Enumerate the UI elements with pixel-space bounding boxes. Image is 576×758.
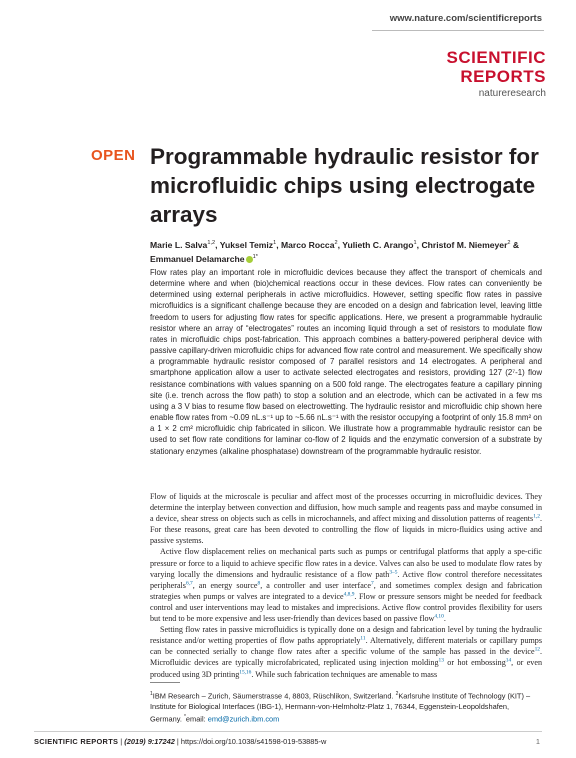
body-text: Active flow displacement relies on mechanical parts such as pumps or centrifugal platforms that apply a spe-cific pressure or force to a liquid to achieve specific flow rates in a device. Valves can also be used to modulate flow rates by varying locally the dimensions and hydraulic resistance of a flow path xyxy=(150,547,542,579)
author-affiliation-marker: 1 xyxy=(273,240,277,246)
author-affiliation-marker: 1 xyxy=(413,240,417,246)
author-separator: , xyxy=(416,239,422,250)
logo-line-scientific: SCIENTIFIC xyxy=(446,48,546,67)
footer-journal: SCIENTIFIC REPORTS xyxy=(34,737,119,746)
journal-logo[interactable] xyxy=(380,48,546,102)
abstract: Flow rates play an important role in microfluidic devices because they affect the transport of chemicals and determine where and when (bio)chemical reactions occur in these devices. Flow rates can conveniently be determined using external peripherals in active microfluidics. However, setting specific flow rates in passive microfluidics is a significant challenge because they are encoded on a design and fabrication level, leaving little freedom to users for adjusting flow rates for specific applications. Here, we present a programmable hydraulic resistor where an array of “electrogates” routes an incoming liquid through a set of resistors to modulate flow rates in microfluidic chips post-fabrication. This approach combines a battery-powered peripheral device with passive capillary-driven microfluidic chips for advanced flow rate control and measurement. We specifically show a programmable hydraulic resistor composed of 7 parallel resistors and 14 electrogates. A peripheral and smartphone application allow a user to activate selected electrogates and resistors, providing 127 (2⁷-1) flow resistance combinations with values spanning on a 500 fold range. The electrogates feature a capillary pinning site (i.e. trench across the flow path) to stop a solution and an electrode, which can be activated in a few ms using a 3 V bias to resume flow based on electrowetting. The hydraulic resistor and microfluidic chip shown here enable flow rates from ~0.09 nL.s⁻¹ up to ~5.66 nL.s⁻¹ with the resistor occupying a footprint of only 15.8 mm² on a 1 × 2 cm² microfluidic chip fabricated in silicon. We illustrate how a programmable hydraulic resistor can be used to set flow rate conditions for laminar co-flow of 2 liquids and the enzymatic conversion of a substrate by stationary enzymes (alkaline phosphatase) downstream of the programmable hydraulic resistor. xyxy=(150,268,542,456)
author-name[interactable]: Christof M. Niemeyer xyxy=(421,239,508,250)
author-list xyxy=(150,237,550,265)
citation-reference-link[interactable]: 1,2 xyxy=(533,513,540,520)
affiliation-2: Karlsruhe Institute of Technology (KIT) – Institute for Biological Interfaces (IBG-1), Hermann-von-Helmholtz-Platz 1, 76344, Eggenstein-Leopoldshafen, Germany. xyxy=(150,691,531,724)
body-text: Setting flow rates in passive microfluidics is typically done on a design and fabrication level by tuning the hydraulic resistance and/or wetting properties of flow paths appropriately xyxy=(150,625,542,646)
author-separator: , xyxy=(276,239,281,250)
author-affiliation-marker: 2 xyxy=(334,240,338,246)
citation-reference-link[interactable]: 6,7 xyxy=(185,580,193,587)
author-name[interactable]: Marie L. Salva xyxy=(150,239,208,250)
affiliations xyxy=(150,689,542,725)
citation-reference-link[interactable]: 15,16 xyxy=(239,668,252,675)
citation-reference-link[interactable]: 11 xyxy=(360,635,366,642)
body-text: , a controller and user interface xyxy=(260,580,371,590)
author-separator: & xyxy=(510,239,520,250)
body-text: . Flow or pressure sensors might be needed for feedback control and user interventions may lead to mistakes and imprecisions. Active flow control provides flexibility for users but tend to be more expensive and less user-friendly than devices based on passive flow xyxy=(150,591,542,624)
affiliation-rule xyxy=(150,682,180,683)
logo-line-publisher: natureresearch xyxy=(478,88,546,99)
author-name[interactable]: Marco Rocca xyxy=(280,239,335,250)
citation-reference-link[interactable]: 13 xyxy=(438,657,444,664)
email-prefix: email: xyxy=(185,714,208,724)
body-paragraph xyxy=(150,491,542,546)
author-affiliation-marker: 1* xyxy=(252,253,258,260)
orcid-icon[interactable] xyxy=(246,256,253,263)
logo-line-reports: REPORTS xyxy=(460,67,546,86)
citation-reference-link[interactable]: 4,8,9 xyxy=(343,591,355,598)
author-separator: , xyxy=(215,239,220,250)
citation-reference-link[interactable]: 8 xyxy=(257,580,261,587)
body-paragraph xyxy=(150,546,542,624)
body-text: . For these reasons, great care has been devoted to controlling the flow of liquids in micro-fluidics using active and passive systems. xyxy=(150,514,542,546)
author-affiliation-marker: 1,2 xyxy=(207,240,216,246)
footer-citation: (2019) 9:17242 xyxy=(124,737,175,746)
body-text: . Alternatively, different materials or capillary pumps can be connected serially to change flow rates after a specific volume of the sample has passed in the device xyxy=(150,636,543,657)
author-name[interactable]: Yulieth C. Arango xyxy=(342,239,414,250)
citation-reference-link[interactable]: 4,10 xyxy=(434,613,444,620)
body-text: Flow of liquids at the microscale is peculiar and affect most of the processes occurring in microfluidic devices. They determine the interplay between convection and diffusion, how much sample and reagents pass and maybe consumed in a device, shear stress on objects such as cells in microchannels, and affect mixing and dissolution patterns of reagents xyxy=(150,492,542,524)
author-separator: , xyxy=(337,239,343,250)
citation-reference-link[interactable]: 7 xyxy=(370,580,374,587)
article-body xyxy=(150,491,542,680)
affiliation-2-marker: 2 xyxy=(395,691,399,697)
body-text: , an energy source xyxy=(192,580,258,590)
body-text: . While such fabrication techniques are amenable to mass xyxy=(251,669,438,679)
article-title: Programmable hydraulic resistor for microfluidic chips using electrogate arrays xyxy=(150,144,539,227)
header-rule xyxy=(372,30,544,31)
footer xyxy=(34,737,542,746)
affiliation-1: IBM Research – Zurich, Säumerstrasse 4, 8803, Rüschlikon, Switzerland. xyxy=(152,691,394,701)
open-access-label: OPEN xyxy=(91,147,136,164)
affiliation-1-marker: 1 xyxy=(150,691,153,697)
body-paragraph xyxy=(150,624,542,679)
author-name[interactable]: Yuksel Temiz xyxy=(219,239,274,250)
citation-reference-link[interactable]: 12 xyxy=(534,646,540,653)
footer-doi-link[interactable]: https://doi.org/10.1038/s41598-019-53885-w xyxy=(180,737,327,746)
body-text: . xyxy=(443,614,446,624)
email-link[interactable]: emd@zurich.ibm.com xyxy=(207,714,280,724)
site-url[interactable]: www.nature.com/scientificreports xyxy=(389,13,542,24)
body-text: , and sometimes complex design and fabrication strategies when pumps or valves are integrated to a device xyxy=(150,580,543,601)
body-text: . Microfluidic devices are typically microfabricated, replicated using injection molding xyxy=(150,647,542,668)
body-text: , or even produced using 3D printing xyxy=(150,658,542,679)
body-text: . Active flow control therefore necessitates peripherals xyxy=(150,569,542,590)
footer-separator-1: | xyxy=(118,737,125,746)
page-number: 1 xyxy=(535,737,540,746)
body-text: or hot embossing xyxy=(443,658,506,668)
footer-rule xyxy=(34,731,542,732)
citation-reference-link[interactable]: 3–5 xyxy=(389,568,398,575)
author-name[interactable]: Emmanuel Delamarche xyxy=(150,253,245,264)
corresponding-marker: * xyxy=(183,714,186,721)
citation-reference-link[interactable]: 14 xyxy=(505,657,512,664)
author-affiliation-marker: 2 xyxy=(507,240,511,246)
footer-separator-2: | xyxy=(174,737,181,746)
